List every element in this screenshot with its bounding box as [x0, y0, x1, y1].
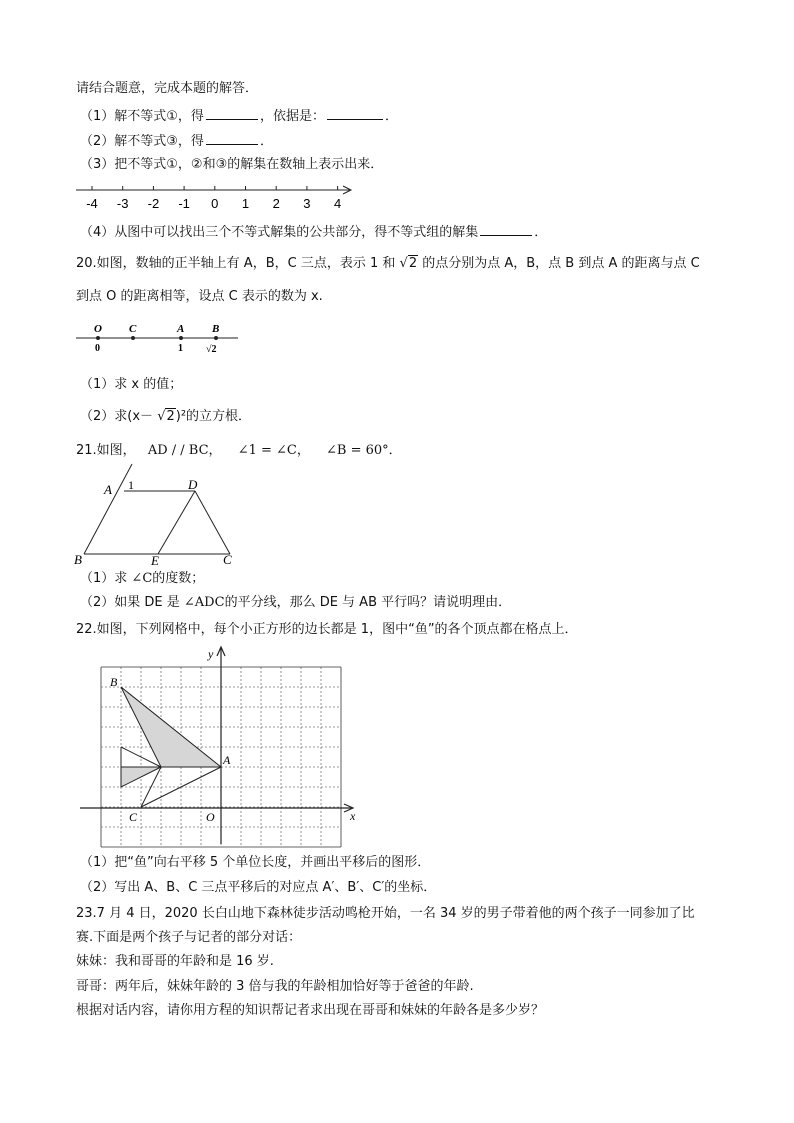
q19-part1-text-a: （1）解不等式①，得	[80, 109, 204, 124]
q23-brother: 哥哥：两年后，妹妹年龄的 3 倍与我的年龄相加恰好等于爸爸的年龄.	[76, 979, 474, 994]
q19-part4	[80, 222, 547, 242]
value-sqrt2: √2	[206, 344, 217, 355]
q21-part1	[80, 570, 204, 588]
q21-part2	[80, 594, 511, 612]
segment-DE	[158, 491, 195, 554]
trapezoid-figure	[70, 460, 250, 570]
segment-DC	[195, 491, 230, 554]
label-A: A	[223, 753, 231, 767]
q19-part1	[80, 106, 398, 126]
label-O: O	[206, 810, 215, 824]
axis-tick-label: 0	[211, 196, 219, 211]
q19-part1-text-c: ．	[384, 109, 398, 124]
label-A: A	[104, 482, 112, 497]
q23-sister: 妹妹：我和哥哥的年龄和是 16 岁.	[76, 954, 274, 969]
label-A: A	[177, 323, 185, 335]
sqrt-2: √2	[157, 409, 175, 424]
point-O	[96, 336, 100, 340]
point-A	[179, 336, 183, 340]
point-B	[214, 336, 218, 340]
label-E: E	[151, 553, 159, 568]
q20-line1	[76, 255, 700, 273]
q19-part2	[80, 131, 273, 151]
q23-question: 根据对话内容，请你用方程的知识帮记者求出现在哥哥和妹妹的年龄各是多少岁？	[76, 1003, 545, 1018]
label-O: O	[94, 323, 102, 335]
label-B: B	[212, 323, 220, 335]
axis-tick-label: 3	[303, 196, 311, 211]
value-1: 1	[178, 343, 183, 354]
q22-head: 22.如图，下列网格中，每个小正方形的边长都是 1，图中“鱼”的各个顶点都在格点上．	[76, 622, 578, 637]
grid-fish-figure	[80, 644, 370, 850]
radicand: 2	[166, 409, 175, 424]
q19-part2-text-a: （2）解不等式③，得	[80, 134, 204, 149]
axis-tick-label: -2	[147, 196, 160, 211]
q21-part1-text-b: 的度数；	[152, 571, 205, 586]
q23-line2: 赛.下面是两个孩子与记者的部分对话：	[76, 930, 302, 945]
q20-line1-text-a: 20.如图，数轴的正半轴上有 A，B，C 三点，表示 1 和	[76, 256, 396, 271]
sqrt-2: √2	[399, 256, 418, 271]
q21-part1-text-a: （1）求	[80, 571, 128, 586]
q22-part1: （1）把“鱼”向右平移 5 个单位长度，并画出平移后的图形．	[80, 855, 431, 870]
radicand: 2	[408, 256, 418, 271]
q22-part2: （2）写出 A、B、C 三点平移后的对应点 A′、B′、C′的坐标．	[80, 880, 437, 895]
label-y: y	[208, 647, 214, 661]
q19-part2-text-b: ．	[259, 134, 273, 149]
value-0: 0	[95, 343, 100, 354]
answer-blank[interactable]	[206, 131, 258, 145]
q19-intro: 请结合题意，完成本题的解答．	[76, 81, 259, 96]
label-B: B	[110, 675, 118, 689]
q19-part3: （3）把不等式①，②和③的解集在数轴上表示出来．	[80, 157, 384, 172]
q20-part1: （1）求 x 的值；	[80, 377, 183, 392]
q23-line1: 23.7 月 4 日，2020 长白山地下森林徒步活动鸣枪开始，一名 34 岁的男子带着他的两个孩子一同参加了比	[76, 906, 695, 921]
label-C: C	[129, 810, 138, 824]
axis-tick-label: -3	[116, 196, 129, 211]
answer-blank[interactable]	[206, 106, 258, 120]
label-C: C	[223, 552, 232, 567]
axis-tick-label: -1	[178, 196, 190, 211]
point-C	[131, 336, 135, 340]
label-D: D	[188, 477, 198, 492]
q21-condition-angle: ∠1 = ∠C，	[237, 443, 310, 458]
q21-part2-angle: ∠ADC	[183, 595, 225, 610]
q20-part2	[80, 408, 251, 426]
label-B: B	[74, 552, 82, 567]
number-line-figure	[70, 180, 370, 214]
label-x: x	[350, 809, 356, 823]
label-angle-1: 1	[128, 478, 134, 492]
answer-blank[interactable]	[327, 106, 383, 120]
q19-part4-text-a: （4）从图中可以找出三个不等式解集的公共部分，得不等式组的解集	[80, 225, 479, 240]
q21-part2-text-a: （2）如果 DE 是	[80, 595, 180, 610]
answer-blank[interactable]	[480, 222, 532, 236]
q20-line2: 到点 O 的距离相等，设点 C 表示的数为 x.	[76, 289, 323, 304]
q21-head-text: 21.如图，	[76, 443, 136, 458]
q20-part2-text-a: （2）求(x－	[80, 409, 154, 424]
q19-part4-text-b: ．	[534, 225, 548, 240]
q19-part1-text-b: ，依据是：	[259, 109, 325, 124]
q21-condition-parallel: AD / / BC，	[147, 443, 222, 458]
q21-condition-angle-b: ∠B = 60°．	[326, 443, 402, 458]
axis-tick-label: 4	[333, 196, 342, 211]
q21-head	[76, 442, 402, 460]
line-BA-extended	[84, 464, 132, 554]
q20-line1-text-b: 的点分别为点 A，B，点 B 到点 A 的距离与点 C	[422, 256, 700, 271]
q20-number-line-figure	[76, 320, 246, 358]
axis-tick-label: 1	[241, 196, 250, 211]
axis-tick-label: 2	[272, 196, 280, 211]
axis-tick-label: -4	[86, 196, 98, 211]
q20-part2-text-b: )²的立方根．	[175, 409, 252, 424]
q21-part1-angle: ∠C	[131, 571, 153, 586]
label-C: C	[129, 323, 137, 335]
q21-part2-text-b: 的平分线，那么 DE 与 AB 平行吗？请说明理由．	[224, 595, 512, 610]
